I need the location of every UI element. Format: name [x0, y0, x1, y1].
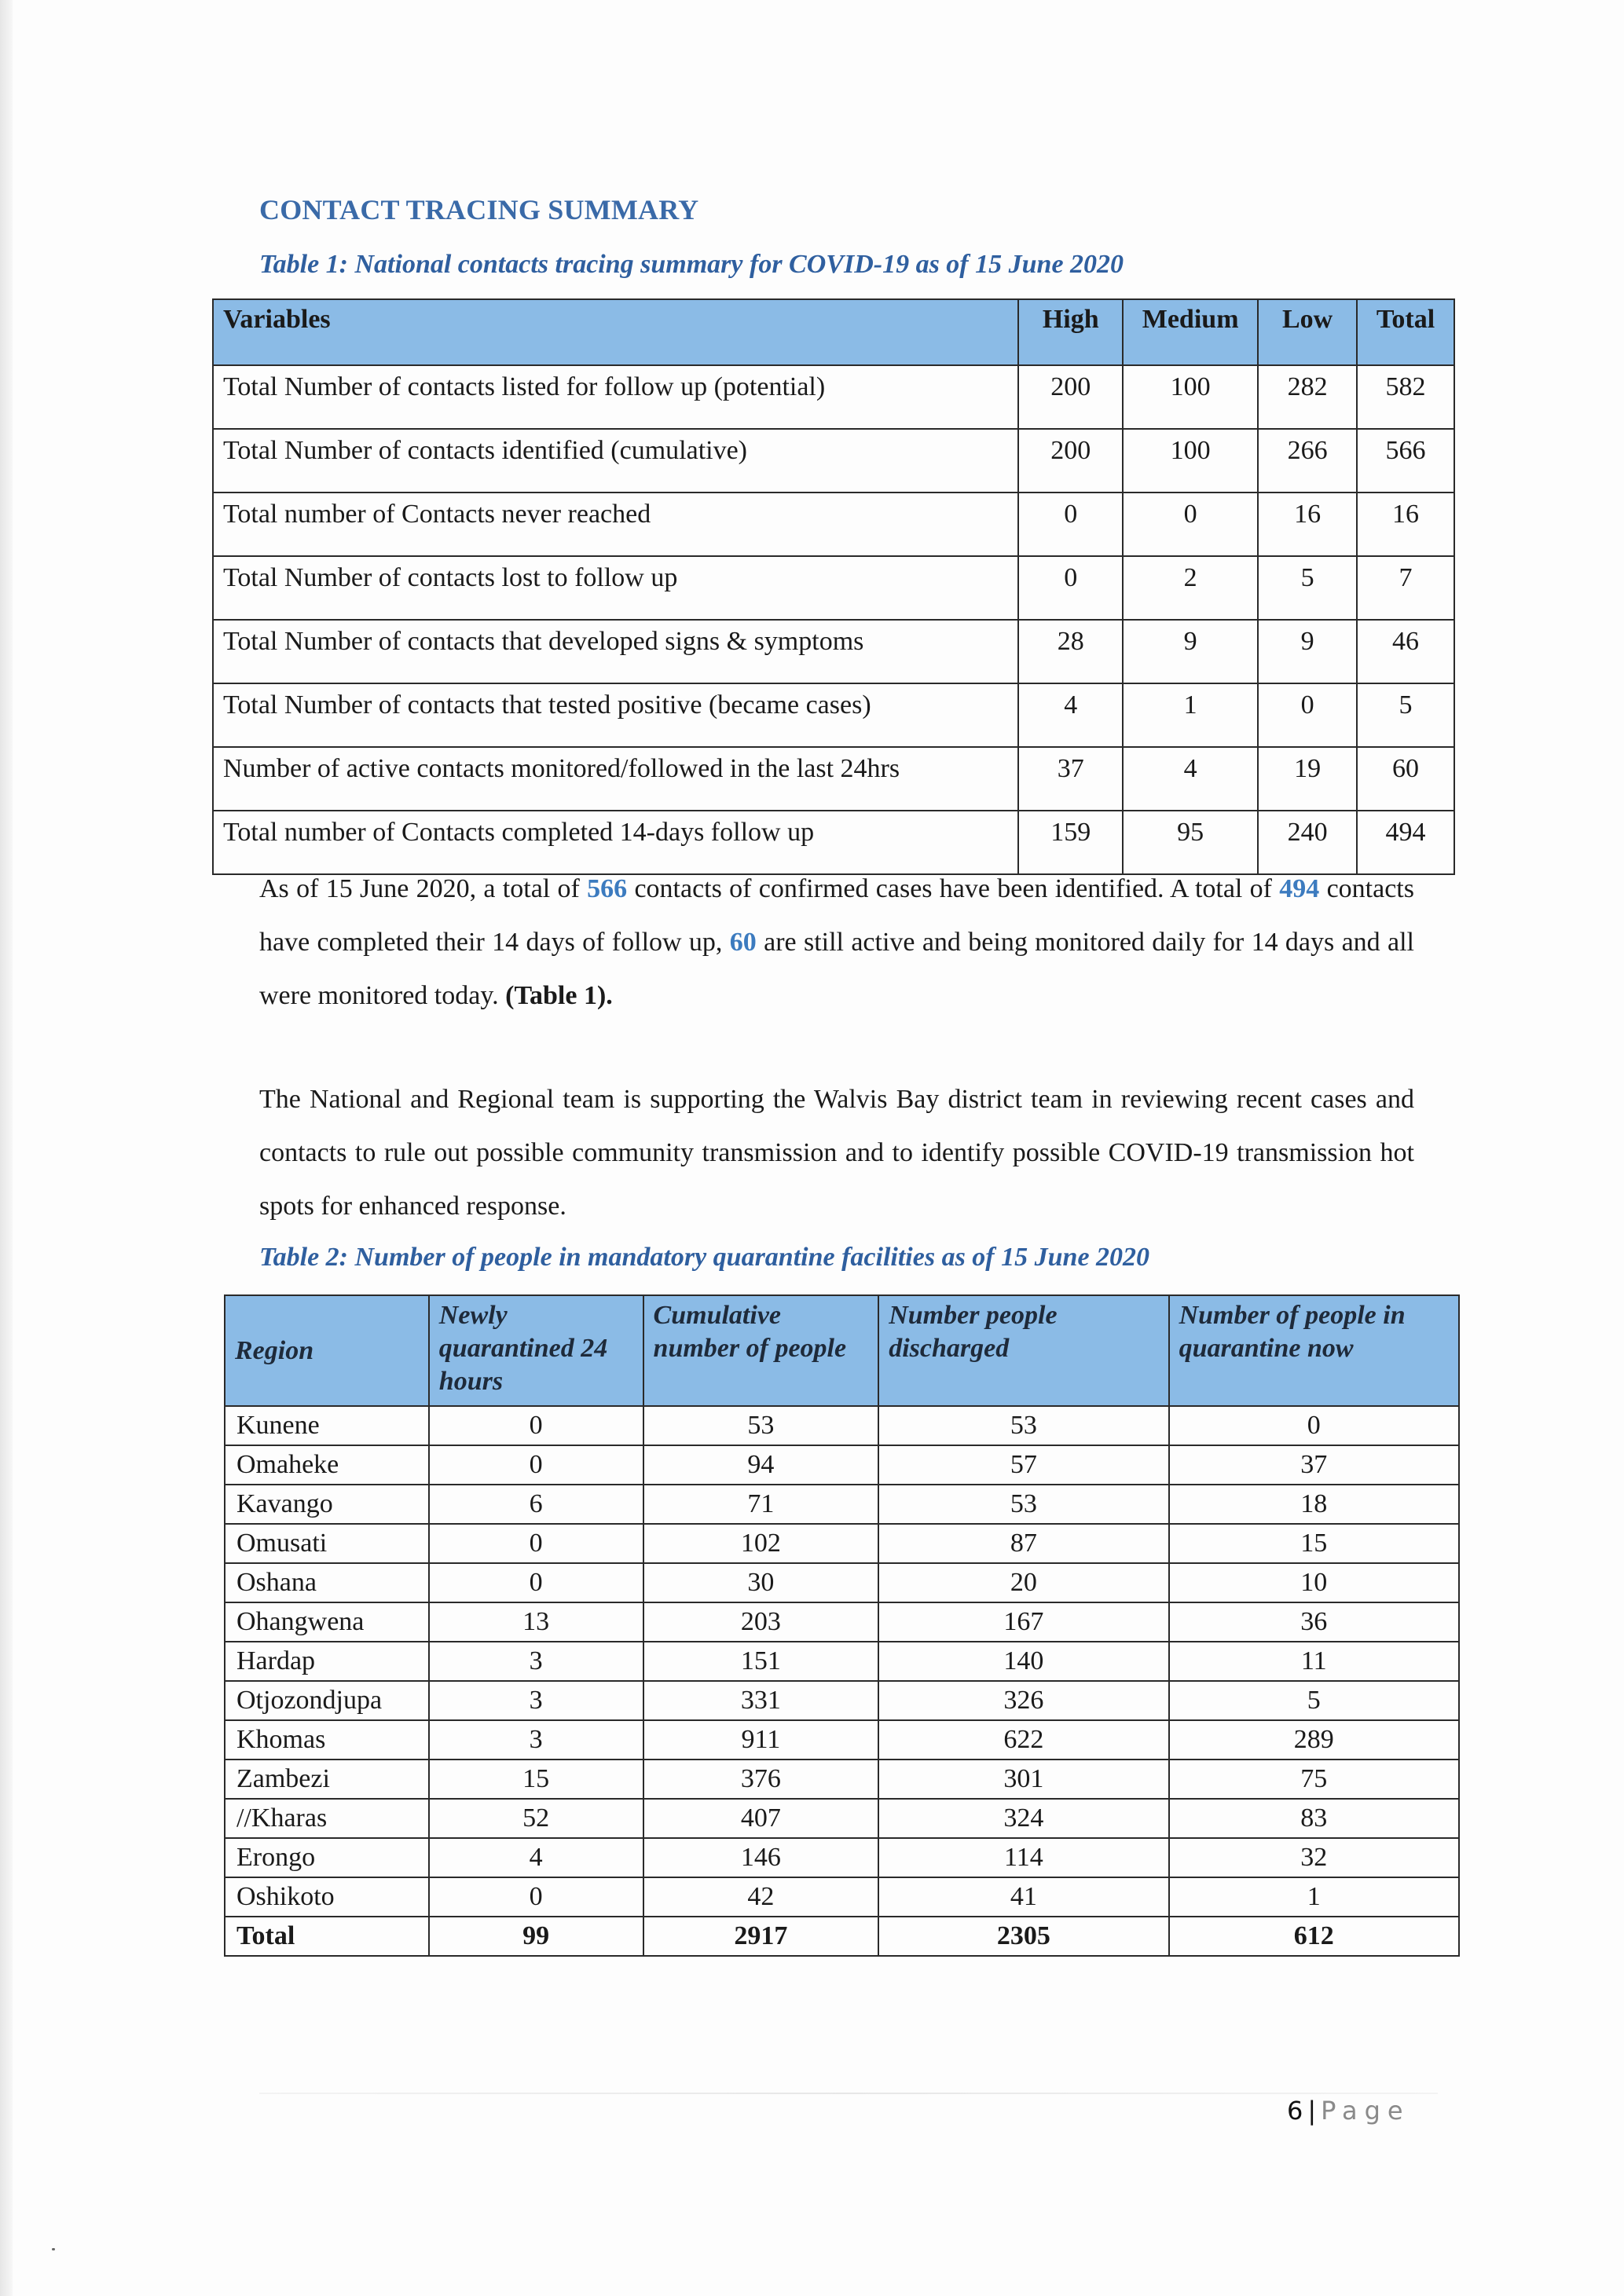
- total-cell-newly-quarantined: 99: [429, 1917, 643, 1956]
- cell-low: 0: [1258, 683, 1357, 747]
- cell-newly-quarantined: 3: [429, 1720, 643, 1760]
- value-completed: 494: [1279, 874, 1320, 903]
- header-cumulative: Cumulative number of people: [643, 1295, 879, 1406]
- cell-total: 5: [1357, 683, 1454, 747]
- cell-discharged: 301: [878, 1760, 1168, 1799]
- table1-caption: Table 1: National contacts tracing summary for COVID-19 as of 15 June 2020: [259, 250, 1124, 279]
- cell-discharged: 41: [878, 1877, 1168, 1917]
- total-cell-region: Total: [225, 1917, 429, 1956]
- cell-in-quarantine-now: 0: [1169, 1406, 1459, 1445]
- table-row: [225, 1485, 1459, 1524]
- total-cell-in-quarantine-now: 612: [1169, 1917, 1459, 1956]
- summary-text-1: As of 15 June 2020, a total of: [259, 874, 588, 903]
- cell-low: 282: [1258, 365, 1357, 429]
- scan-speck: [52, 2248, 55, 2250]
- cell-total: 494: [1357, 811, 1454, 874]
- cell-total: 7: [1357, 556, 1454, 620]
- table-row: [225, 1877, 1459, 1917]
- cell-newly-quarantined: 0: [429, 1445, 643, 1485]
- cell-cumulative: 151: [643, 1642, 879, 1681]
- table-row: [225, 1681, 1459, 1720]
- cell-high: 200: [1018, 365, 1123, 429]
- cell-discharged: 53: [878, 1406, 1168, 1445]
- cell-discharged: 87: [878, 1524, 1168, 1563]
- cell-low: 16: [1258, 493, 1357, 556]
- table2-header-row: [225, 1295, 1459, 1406]
- cell-cumulative: 203: [643, 1602, 879, 1642]
- cell-total: 16: [1357, 493, 1454, 556]
- value-active: 60: [729, 928, 757, 957]
- section-heading: CONTACT TRACING SUMMARY: [259, 194, 699, 225]
- cell-in-quarantine-now: 36: [1169, 1602, 1459, 1642]
- page-number: 6: [1287, 2096, 1303, 2126]
- cell-low: 9: [1258, 620, 1357, 683]
- cell-region: Kunene: [225, 1406, 429, 1445]
- table-row: [213, 556, 1454, 620]
- cell-total: 582: [1357, 365, 1454, 429]
- cell-in-quarantine-now: 289: [1169, 1720, 1459, 1760]
- table-row: [225, 1445, 1459, 1485]
- cell-discharged: 140: [878, 1642, 1168, 1681]
- header-total: Total: [1357, 299, 1454, 365]
- cell-variable: Total number of Contacts never reached: [213, 493, 1018, 556]
- cell-newly-quarantined: 3: [429, 1681, 643, 1720]
- table1-header-row: [213, 299, 1454, 365]
- table-row: [225, 1602, 1459, 1642]
- cell-newly-quarantined: 0: [429, 1563, 643, 1602]
- cell-region: Kavango: [225, 1485, 429, 1524]
- cell-variable: Total Number of contacts identified (cumulative): [213, 429, 1018, 493]
- table-row: [225, 1642, 1459, 1681]
- header-variables: Variables: [213, 299, 1018, 365]
- table-row: [225, 1524, 1459, 1563]
- cell-discharged: 326: [878, 1681, 1168, 1720]
- cell-region: Hardap: [225, 1642, 429, 1681]
- cell-high: 37: [1018, 747, 1123, 811]
- cell-cumulative: 146: [643, 1838, 879, 1877]
- total-cell-discharged: 2305: [878, 1917, 1168, 1956]
- cell-high: 28: [1018, 620, 1123, 683]
- team-support-paragraph: The National and Regional team is supporting the Walvis Bay district team in reviewing recent cases and contacts to rule out possible community transmission and to identify possible COVID-19 transmission hot spots for enhanced response.: [259, 1085, 1414, 1221]
- cell-discharged: 324: [878, 1799, 1168, 1838]
- cell-medium: 2: [1123, 556, 1258, 620]
- footer-divider: [259, 2093, 1438, 2094]
- cell-cumulative: 71: [643, 1485, 879, 1524]
- cell-newly-quarantined: 13: [429, 1602, 643, 1642]
- header-in-quarantine-now: Number of people in quarantine now: [1169, 1295, 1459, 1406]
- cell-in-quarantine-now: 1: [1169, 1877, 1459, 1917]
- cell-region: Oshikoto: [225, 1877, 429, 1917]
- header-discharged: Number people discharged: [878, 1295, 1168, 1406]
- cell-discharged: 114: [878, 1838, 1168, 1877]
- table-row: [225, 1563, 1459, 1602]
- table-row: [213, 365, 1454, 429]
- page-label: Page: [1321, 2096, 1410, 2126]
- cell-newly-quarantined: 6: [429, 1485, 643, 1524]
- cell-cumulative: 94: [643, 1445, 879, 1485]
- total-cell-cumulative: 2917: [643, 1917, 879, 1956]
- cell-total: 566: [1357, 429, 1454, 493]
- header-region: Region: [225, 1295, 429, 1406]
- summary-text-3: contacts have completed their 14 days of follow up,: [259, 874, 1414, 957]
- table-row: [213, 747, 1454, 811]
- cell-in-quarantine-now: 10: [1169, 1563, 1459, 1602]
- cell-region: Zambezi: [225, 1760, 429, 1799]
- contact-tracing-table: [212, 298, 1455, 875]
- cell-total: 46: [1357, 620, 1454, 683]
- cell-in-quarantine-now: 75: [1169, 1760, 1459, 1799]
- cell-discharged: 622: [878, 1720, 1168, 1760]
- table-row: [225, 1799, 1459, 1838]
- cell-newly-quarantined: 52: [429, 1799, 643, 1838]
- cell-low: 240: [1258, 811, 1357, 874]
- cell-discharged: 167: [878, 1602, 1168, 1642]
- cell-cumulative: 331: [643, 1681, 879, 1720]
- cell-in-quarantine-now: 37: [1169, 1445, 1459, 1485]
- total-row: [225, 1917, 1459, 1956]
- cell-cumulative: 376: [643, 1760, 879, 1799]
- cell-low: 19: [1258, 747, 1357, 811]
- cell-medium: 95: [1123, 811, 1258, 874]
- cell-high: 200: [1018, 429, 1123, 493]
- cell-cumulative: 407: [643, 1799, 879, 1838]
- cell-medium: 100: [1123, 429, 1258, 493]
- cell-in-quarantine-now: 18: [1169, 1485, 1459, 1524]
- cell-high: 0: [1018, 556, 1123, 620]
- cell-high: 4: [1018, 683, 1123, 747]
- cell-high: 159: [1018, 811, 1123, 874]
- table-reference: (Table 1).: [505, 981, 613, 1010]
- scan-edge: [0, 0, 13, 2296]
- summary-text-4: are still active and being monitored daily for 14 days and all were monitored today.: [259, 928, 1415, 1010]
- table-row: [213, 620, 1454, 683]
- header-high: High: [1018, 299, 1123, 365]
- cell-cumulative: 53: [643, 1406, 879, 1445]
- page-footer: [1287, 2096, 1410, 2126]
- cell-region: Otjozondjupa: [225, 1681, 429, 1720]
- summary-text-2: contacts of confirmed cases have been identified. A total of: [627, 874, 1280, 903]
- cell-medium: 4: [1123, 747, 1258, 811]
- cell-discharged: 20: [878, 1563, 1168, 1602]
- cell-medium: 9: [1123, 620, 1258, 683]
- cell-variable: Total number of Contacts completed 14-days follow up: [213, 811, 1018, 874]
- table-row: [213, 493, 1454, 556]
- cell-newly-quarantined: 0: [429, 1877, 643, 1917]
- page-separator: |: [1307, 2096, 1317, 2126]
- cell-cumulative: 911: [643, 1720, 879, 1760]
- cell-region: Erongo: [225, 1838, 429, 1877]
- cell-region: Omusati: [225, 1524, 429, 1563]
- table-row: [225, 1838, 1459, 1877]
- cell-medium: 1: [1123, 683, 1258, 747]
- quarantine-table: [224, 1294, 1460, 1957]
- cell-variable: Total Number of contacts listed for follow up (potential): [213, 365, 1018, 429]
- table-row: [225, 1406, 1459, 1445]
- cell-cumulative: 102: [643, 1524, 879, 1563]
- cell-variable: Total Number of contacts that tested positive (became cases): [213, 683, 1018, 747]
- cell-in-quarantine-now: 15: [1169, 1524, 1459, 1563]
- cell-region: Omaheke: [225, 1445, 429, 1485]
- cell-cumulative: 42: [643, 1877, 879, 1917]
- cell-low: 5: [1258, 556, 1357, 620]
- cell-variable: Number of active contacts monitored/followed in the last 24hrs: [213, 747, 1018, 811]
- cell-variable: Total Number of contacts that developed signs & symptoms: [213, 620, 1018, 683]
- table-row: [213, 683, 1454, 747]
- cell-region: Khomas: [225, 1720, 429, 1760]
- table2-caption: Table 2: Number of people in mandatory quarantine facilities as of 15 June 2020: [259, 1243, 1150, 1272]
- header-medium: Medium: [1123, 299, 1258, 365]
- cell-discharged: 53: [878, 1485, 1168, 1524]
- cell-medium: 100: [1123, 365, 1258, 429]
- cell-total: 60: [1357, 747, 1454, 811]
- cell-variable: Total Number of contacts lost to follow up: [213, 556, 1018, 620]
- cell-high: 0: [1018, 493, 1123, 556]
- value-identified: 566: [587, 874, 628, 903]
- cell-region: Ohangwena: [225, 1602, 429, 1642]
- cell-region: //Kharas: [225, 1799, 429, 1838]
- cell-newly-quarantined: 4: [429, 1838, 643, 1877]
- cell-in-quarantine-now: 11: [1169, 1642, 1459, 1681]
- cell-low: 266: [1258, 429, 1357, 493]
- table-row: [225, 1760, 1459, 1799]
- cell-in-quarantine-now: 32: [1169, 1838, 1459, 1877]
- cell-discharged: 57: [878, 1445, 1168, 1485]
- cell-in-quarantine-now: 5: [1169, 1681, 1459, 1720]
- cell-cumulative: 30: [643, 1563, 879, 1602]
- cell-newly-quarantined: 0: [429, 1524, 643, 1563]
- header-newly-quarantined: Newly quarantined 24 hours: [429, 1295, 643, 1406]
- cell-newly-quarantined: 0: [429, 1406, 643, 1445]
- cell-medium: 0: [1123, 493, 1258, 556]
- summary-paragraph: [259, 862, 1414, 1023]
- cell-region: Oshana: [225, 1563, 429, 1602]
- cell-newly-quarantined: 3: [429, 1642, 643, 1681]
- table-row: [225, 1720, 1459, 1760]
- table-row: [213, 429, 1454, 493]
- cell-newly-quarantined: 15: [429, 1760, 643, 1799]
- cell-in-quarantine-now: 83: [1169, 1799, 1459, 1838]
- header-low: Low: [1258, 299, 1357, 365]
